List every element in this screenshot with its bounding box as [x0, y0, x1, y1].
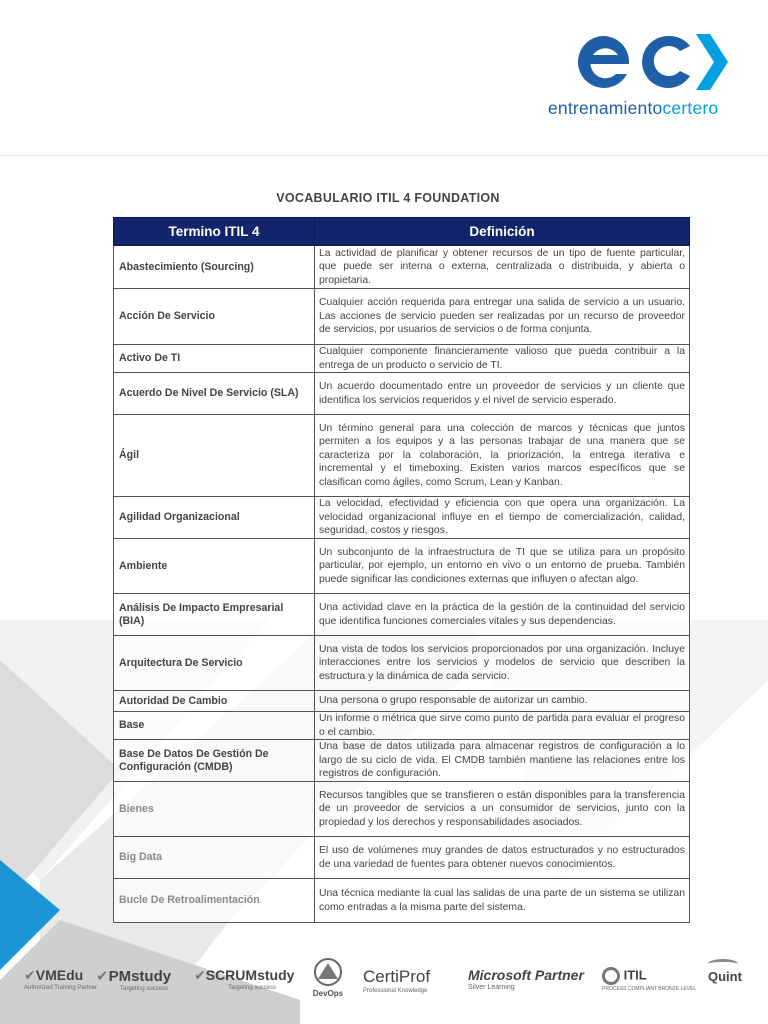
definition-cell: Cualquier componente financieramente valioso que pueda contribuir a la entrega de un producto o servicio de TI.	[315, 345, 690, 373]
table-row	[114, 373, 690, 415]
definition-cell: Una base de datos utilizada para almacenar registros de configuración a lo largo de su ciclo de vida. El CMDB también mantiene las relaciones entre los registros de configuración.	[315, 740, 690, 782]
table-row	[114, 345, 690, 373]
term-cell: Arquitectura De Servicio	[114, 636, 315, 691]
table-row	[114, 782, 690, 837]
column-header-definition: Definición	[315, 218, 690, 246]
term-cell: Base	[114, 712, 315, 740]
definition-cell: Un término general para una colección de marcos y técnicas que juntos permiten a los equipos y a las personas trabajar de una manera que se caracteriza por la colaboración, la priorización, la entrega iterativa e incremental y el timeboxing. Existen varios marcos específicos que se clasifican como ágiles, como Scrum, Lean y Kanban.	[315, 415, 690, 497]
partner-logo-itil[interactable]: ITIL PROCESS COMPLIANT BRONZE LEVEL	[602, 967, 697, 992]
definition-cell: Un acuerdo documentado entre un proveedor de servicios y un cliente que identifica los servicios requeridos y el nivel de servicio esperado.	[315, 373, 690, 415]
document-title: VOCABULARIO ITIL 4 FOUNDATION	[276, 191, 500, 205]
partner-logo-devops[interactable]: DevOps	[310, 957, 346, 998]
term-cell: Ambiente	[114, 539, 315, 594]
partner-logo-pmstudy[interactable]: ✔PMstudy Targeting success	[96, 968, 172, 992]
page-header	[0, 0, 768, 156]
table-row	[114, 415, 690, 497]
definition-cell: Un subconjunto de la infraestructura de TI que se utiliza para un propósito particular, por ejemplo, un entorno en vivo o un entorno de prueba. También puede significar las condiciones externas que influyen o afectan algo.	[315, 539, 690, 594]
table-row	[114, 594, 690, 636]
term-cell: Agilidad Organizacional	[114, 497, 315, 539]
definition-cell: Una vista de todos los servicios proporcionados por una organización. Incluye interacciones entre los servicios y modelos de servicio que describen la estructura y la dinámica de cada servicio.	[315, 636, 690, 691]
term-cell: Abastecimiento (Sourcing)	[114, 246, 315, 289]
term-cell: Bucle De Retroalimentación	[114, 879, 315, 923]
itil-ring-icon	[602, 967, 620, 985]
term-cell: Análisis De Impacto Empresarial (BIA)	[114, 594, 315, 636]
check-badge-icon: ✔	[96, 968, 109, 985]
logo-wordmark: entrenamientocertero	[548, 98, 719, 118]
term-cell: Bienes	[114, 782, 315, 837]
quint-arc-icon	[708, 959, 738, 969]
table-row	[114, 246, 690, 289]
partner-logo-microsoft[interactable]: Microsoft Partner Silver Learning	[468, 967, 584, 991]
definition-cell: Cualquier acción requerida para entregar una salida de servicio a un usuario. Las acciones de servicio pueden ser realizadas por un recurso de proveedor de servicios, por usuarios de servicios o de forma conjunta.	[315, 289, 690, 345]
table-row	[114, 539, 690, 594]
definition-cell: Un informe o métrica que sirve como punto de partida para evaluar el progreso o el cambio.	[315, 712, 690, 740]
partner-logos-bar	[0, 955, 768, 1024]
partner-logo-vmedu[interactable]: ✔VMEdu Authorized Training Partner	[24, 967, 98, 991]
vocabulary-table	[113, 217, 690, 923]
term-cell: Acción De Servicio	[114, 289, 315, 345]
partner-logo-scrumstudy[interactable]: ✔SCRUMstudy Targeting success	[194, 967, 295, 991]
definition-cell: La velocidad, efectividad y eficiencia con que opera una organización. La velocidad organizacional influye en el tiempo de comercialización, calidad, seguridad, costos y riesgos.	[315, 497, 690, 539]
table-row	[114, 740, 690, 782]
table-row	[114, 289, 690, 345]
term-cell: Acuerdo De Nivel De Servicio (SLA)	[114, 373, 315, 415]
definition-cell: Una persona o grupo responsable de autorizar un cambio.	[315, 691, 690, 712]
check-badge-icon: ✔	[194, 967, 206, 983]
entrenamiento-certero-logo[interactable]	[548, 30, 753, 125]
definition-cell: Una técnica mediante la cual las salidas de una parte de un sistema se utilizan como entradas a la misma parte del sistema.	[315, 879, 690, 923]
ec-logo-mark	[572, 30, 732, 92]
term-cell: Autoridad De Cambio	[114, 691, 315, 712]
definition-cell: Recursos tangibles que se transfieren o están disponibles para la transferencia de un proveedor de servicios a un consumidor de servicios, junto con la propiedad y los derechos y responsabilidades asociados.	[315, 782, 690, 837]
term-cell: Ágil	[114, 415, 315, 497]
devops-emblem-icon	[310, 957, 346, 987]
table-row	[114, 636, 690, 691]
table-row	[114, 837, 690, 879]
table-row	[114, 879, 690, 923]
table-header-row	[114, 218, 690, 246]
definition-cell: Una actividad clave en la práctica de la gestión de la continuidad del servicio que identifica funciones comerciales vitales y sus dependencias.	[315, 594, 690, 636]
table-row	[114, 712, 690, 740]
term-cell: Activo De TI	[114, 345, 315, 373]
check-badge-icon: ✔	[24, 967, 36, 983]
partner-logo-certiprof[interactable]: CertiProf Professional Knowledge	[363, 967, 431, 994]
column-header-term: Termino ITIL 4	[114, 218, 315, 246]
table-row	[114, 497, 690, 539]
definition-cell: El uso de volúmenes muy grandes de datos estructurados y no estructurados de una variedad de fuentes para obtener nuevos conocimientos.	[315, 837, 690, 879]
term-cell: Big Data	[114, 837, 315, 879]
term-cell: Base De Datos De Gestión De Configuración (CMDB)	[114, 740, 315, 782]
table-row	[114, 691, 690, 712]
definition-cell: La actividad de planificar y obtener recursos de un tipo de fuente particular, que puede ser interna o externa, centralizada o distribuida, y abierta o propietaria.	[315, 246, 690, 289]
partner-logo-quint[interactable]: Quint	[708, 959, 742, 984]
